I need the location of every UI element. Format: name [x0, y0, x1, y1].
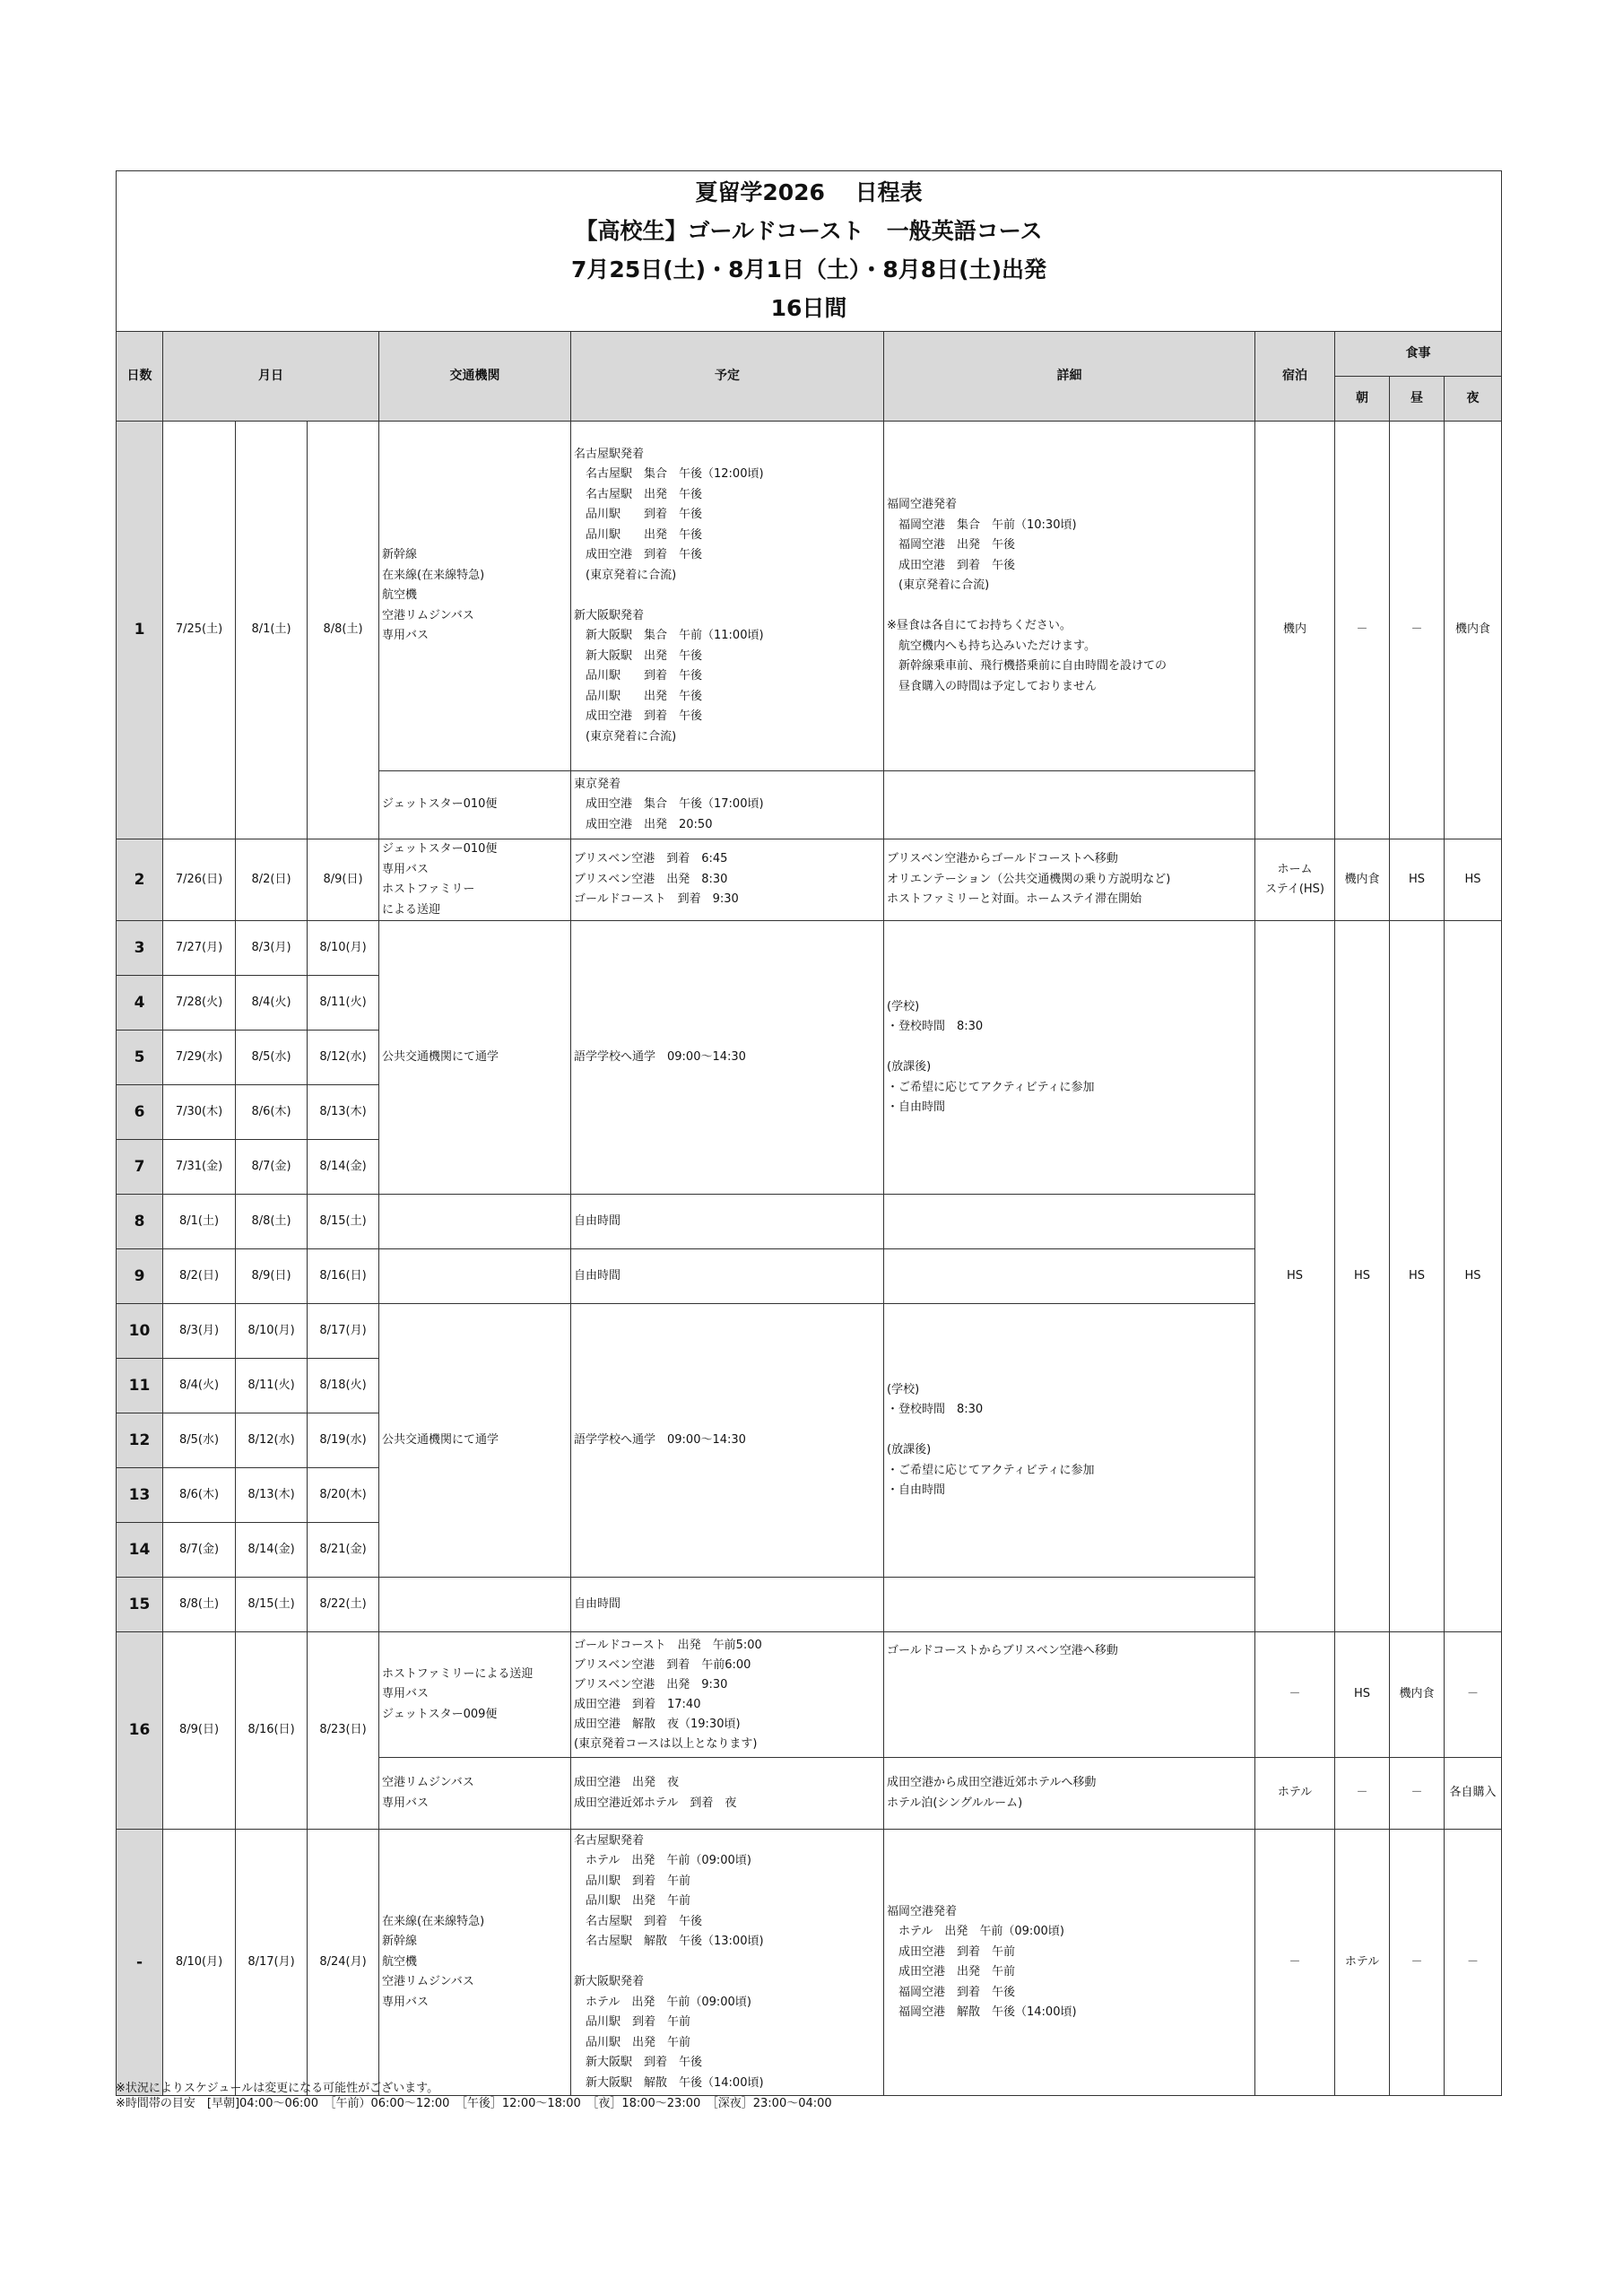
- date-cell: 7/29(水): [163, 1031, 236, 1085]
- date-cell: 8/12(水): [308, 1031, 379, 1085]
- date-cell: 8/17(月): [236, 1830, 308, 2096]
- plan-cell: ブリスベン空港 到着 6:45 ブリスベン空港 出発 8:30 ゴールドコースト 到着 9:30: [571, 839, 884, 921]
- date-cell: 8/16(日): [308, 1249, 379, 1304]
- day-number: 8: [117, 1195, 163, 1249]
- detail-cell: (学校) ・登校時間 8:30 (放課後) ・ご希望に応じてアクティビティに参加 ・自由時間: [884, 921, 1255, 1195]
- date-cell: 8/21(金): [308, 1523, 379, 1578]
- dinner-cell: －: [1445, 1632, 1502, 1758]
- date-cell: 8/4(火): [163, 1359, 236, 1413]
- date-cell: 8/14(金): [308, 1140, 379, 1195]
- table-row: [117, 422, 1502, 771]
- date-cell: 8/10(月): [308, 921, 379, 976]
- date-cell: 8/20(木): [308, 1468, 379, 1523]
- detail-cell: 福岡空港発着 ホテル 出発 午前（09:00頃) 成田空港 到着 午前 成田空港 出発 午前 福岡空港 到着 午後 福岡空港 解散 午後（14:00頃): [884, 1830, 1255, 2096]
- date-cell: 8/15(土): [308, 1195, 379, 1249]
- detail-cell: (学校) ・登校時間 8:30 (放課後) ・ご希望に応じてアクティビティに参加 ・自由時間: [884, 1304, 1255, 1578]
- transport-cell: ジェットスター010便 専用バス ホストファミリー による送迎: [379, 839, 571, 921]
- day-number: 1: [117, 422, 163, 839]
- transport-cell: 公共交通機関にて通学: [379, 921, 571, 1195]
- date-cell: 8/8(土): [236, 1195, 308, 1249]
- date-cell: 7/26(日): [163, 839, 236, 921]
- dinner-cell: HS: [1445, 921, 1502, 1632]
- header-lunch: 昼: [1390, 377, 1445, 422]
- plan-cell: 名古屋駅発着 名古屋駅 集合 午後（12:00頃) 名古屋駅 出発 午後 品川駅 到着 午後 品川駅 出発 午後 成田空港 到着 午後 (東京発着に合流) 新大阪駅発着 新大阪駅 集合 午前（11:00頃) 新大阪駅 出発 午後 品川駅 到着 午後 品川駅 出発 午後 成田空港 到着 午後 (東京発着に合流): [571, 422, 884, 771]
- transport-cell: ジェットスター010便: [379, 771, 571, 839]
- day-number: 16: [117, 1632, 163, 1830]
- title-line-4: 16日間: [770, 295, 847, 321]
- stay-cell: －: [1255, 1830, 1335, 2096]
- dinner-cell: 各自購入: [1445, 1758, 1502, 1830]
- schedule-table: [116, 170, 1502, 2096]
- transport-cell: 新幹線 在来線(在来線特急) 航空機 空港リムジンバス 専用バス: [379, 422, 571, 771]
- date-cell: 8/16(日): [236, 1632, 308, 1830]
- detail-cell: [884, 1195, 1255, 1249]
- date-cell: 8/10(月): [236, 1304, 308, 1359]
- day-number: 4: [117, 976, 163, 1031]
- date-cell: 8/22(土): [308, 1578, 379, 1632]
- date-cell: 7/30(木): [163, 1085, 236, 1140]
- day-number: 11: [117, 1359, 163, 1413]
- day-number: 6: [117, 1085, 163, 1140]
- stay-cell: HS: [1255, 921, 1335, 1632]
- date-cell: 8/11(火): [308, 976, 379, 1031]
- day-number: 3: [117, 921, 163, 976]
- lunch-cell: －: [1390, 1758, 1445, 1830]
- lunch-cell: HS: [1390, 921, 1445, 1632]
- day-number: 13: [117, 1468, 163, 1523]
- table-row: [117, 839, 1502, 921]
- lunch-cell: －: [1390, 1830, 1445, 2096]
- lunch-cell: HS: [1390, 839, 1445, 921]
- plan-cell: 自由時間: [571, 1249, 884, 1304]
- day-number: 7: [117, 1140, 163, 1195]
- plan-cell: 自由時間: [571, 1195, 884, 1249]
- day-number: 2: [117, 839, 163, 921]
- day-number: 14: [117, 1523, 163, 1578]
- date-cell: 8/6(木): [163, 1468, 236, 1523]
- title-line-1: 夏留学2026 日程表: [695, 179, 923, 205]
- lunch-cell: 機内食: [1390, 1632, 1445, 1758]
- plan-cell: ゴールドコースト 出発 午前5:00 ブリスベン空港 到着 午前6:00 ブリスベン空港 出発 9:30 成田空港 到着 17:40 成田空港 解散 夜（19:30頃) (東京発着コースは以上となります): [571, 1632, 884, 1758]
- header-date: 月日: [163, 332, 379, 422]
- date-7-25: 7/25(土): [163, 422, 236, 839]
- day-number: 12: [117, 1413, 163, 1468]
- date-cell: 7/31(金): [163, 1140, 236, 1195]
- date-cell: 8/11(火): [236, 1359, 308, 1413]
- plan-cell: 成田空港 出発 夜 成田空港近郊ホテル 到着 夜: [571, 1758, 884, 1830]
- plan-cell: 語学学校へ通学 09:00～14:30: [571, 921, 884, 1195]
- stay-cell: ホーム ステイ(HS): [1255, 839, 1335, 921]
- header-meals: 食事: [1335, 332, 1502, 377]
- transport-cell: 空港リムジンバス 専用バス: [379, 1758, 571, 1830]
- date-cell: 8/2(日): [236, 839, 308, 921]
- detail-cell: 成田空港から成田空港近郊ホテルへ移動 ホテル泊(シングルルーム): [884, 1758, 1255, 1830]
- date-cell: 8/7(金): [236, 1140, 308, 1195]
- date-cell: 8/5(水): [236, 1031, 308, 1085]
- stay-cell: 機内: [1255, 422, 1335, 839]
- date-8-8: 8/8(土): [308, 422, 379, 839]
- date-cell: 8/15(土): [236, 1578, 308, 1632]
- date-8-1: 8/1(土): [236, 422, 308, 839]
- date-cell: 8/9(日): [308, 839, 379, 921]
- date-cell: 8/14(金): [236, 1523, 308, 1578]
- breakfast-cell: HS: [1335, 1632, 1390, 1758]
- footnotes: [116, 2081, 832, 2111]
- header-plan: 予定: [571, 332, 884, 422]
- date-cell: 8/23(日): [308, 1632, 379, 1830]
- header-stay: 宿泊: [1255, 332, 1335, 422]
- dinner-cell: －: [1445, 1830, 1502, 2096]
- detail-cell: 福岡空港発着 福岡空港 集合 午前（10:30頃) 福岡空港 出発 午後 成田空港 到着 午後 (東京発着に合流) ※昼食は各自にてお持ちください。 航空機内へも持ち込みいただけます。 新幹線乗車前、飛行機搭乗前に自由時間を設けての 昼食購入の時間は予定しておりません: [884, 422, 1255, 771]
- day-number: 9: [117, 1249, 163, 1304]
- date-cell: 8/9(日): [236, 1249, 308, 1304]
- day-number: -: [117, 1830, 163, 2096]
- date-cell: 8/19(水): [308, 1413, 379, 1468]
- footnote-1: ※状況によりスケジュールは変更になる可能性がございます。: [116, 2082, 439, 2095]
- day-number: 15: [117, 1578, 163, 1632]
- footnote-2: ※時間帯の目安 [早朝]04:00～06:00 ［午前）06:00～12:00 ［午後］12:00～18:00 ［夜］18:00～23:00 ［深夜］23:00～04:00: [116, 2097, 832, 2110]
- plan-cell: 東京発着 成田空港 集合 午後（17:00頃) 成田空港 出発 20:50: [571, 771, 884, 839]
- transport-cell: 公共交通機関にて通学: [379, 1304, 571, 1578]
- breakfast-cell: ホテル: [1335, 1830, 1390, 2096]
- transport-cell: [379, 1195, 571, 1249]
- date-cell: 8/13(木): [308, 1085, 379, 1140]
- header-transport: 交通機関: [379, 332, 571, 422]
- table-row: [117, 1632, 1502, 1758]
- header-dinner: 夜: [1445, 377, 1502, 422]
- title-line-3: 7月25日(土)・8月1日（土）・8月8日(土)出発: [571, 257, 1047, 283]
- date-cell: 8/4(火): [236, 976, 308, 1031]
- detail-cell: [884, 771, 1255, 839]
- date-cell: 8/3(月): [236, 921, 308, 976]
- stay-cell: －: [1255, 1632, 1335, 1758]
- table-row: [117, 921, 1502, 976]
- detail-cell: ゴールドコーストからブリスベン空港へ移動: [884, 1632, 1255, 1758]
- lunch-cell: －: [1390, 422, 1445, 839]
- date-cell: 8/12(水): [236, 1413, 308, 1468]
- header-day: 日数: [117, 332, 163, 422]
- header-detail: 詳細: [884, 332, 1255, 422]
- dinner-cell: HS: [1445, 839, 1502, 921]
- detail-cell: [884, 1578, 1255, 1632]
- stay-cell: ホテル: [1255, 1758, 1335, 1830]
- date-cell: 8/1(土): [163, 1195, 236, 1249]
- breakfast-cell: －: [1335, 1758, 1390, 1830]
- date-cell: 8/9(日): [163, 1632, 236, 1830]
- plan-cell: 自由時間: [571, 1578, 884, 1632]
- table-row: [117, 1830, 1502, 2096]
- document-title: [117, 171, 1502, 332]
- detail-cell: ブリスベン空港からゴールドコーストへ移動 オリエンテーション（公共交通機関の乗り方説明など) ホストファミリーと対面。ホームステイ滞在開始: [884, 839, 1255, 921]
- date-cell: 8/7(金): [163, 1523, 236, 1578]
- plan-cell: 語学学校へ通学 09:00～14:30: [571, 1304, 884, 1578]
- breakfast-cell: －: [1335, 422, 1390, 839]
- date-cell: 8/10(月): [163, 1830, 236, 2096]
- detail-cell: [884, 1249, 1255, 1304]
- date-cell: 8/6(木): [236, 1085, 308, 1140]
- title-line-2: 【高校生】ゴールドコースト 一般英語コース: [575, 218, 1043, 244]
- date-cell: 8/2(日): [163, 1249, 236, 1304]
- date-cell: 8/18(火): [308, 1359, 379, 1413]
- date-cell: 8/5(水): [163, 1413, 236, 1468]
- dinner-cell: 機内食: [1445, 422, 1502, 839]
- date-cell: 8/17(月): [308, 1304, 379, 1359]
- transport-cell: 在来線(在来線特急) 新幹線 航空機 空港リムジンバス 専用バス: [379, 1830, 571, 2096]
- day-number: 10: [117, 1304, 163, 1359]
- date-cell: 8/24(月): [308, 1830, 379, 2096]
- date-cell: 8/3(月): [163, 1304, 236, 1359]
- date-cell: 7/28(火): [163, 976, 236, 1031]
- date-cell: 7/27(月): [163, 921, 236, 976]
- schedule-wrapper: [116, 170, 1501, 2096]
- plan-cell: 名古屋駅発着 ホテル 出発 午前（09:00頃) 品川駅 到着 午前 品川駅 出発 午前 名古屋駅 到着 午後 名古屋駅 解散 午後（13:00頃) 新大阪駅発着 ホテル 出発 午前（09:00頃) 品川駅 到着 午前 品川駅 出発 午前 新大阪駅 到着 午後 新大阪駅 解散 午後（14:00頃): [571, 1830, 884, 2096]
- date-cell: 8/8(土): [163, 1578, 236, 1632]
- day-number: 5: [117, 1031, 163, 1085]
- date-cell: 8/13(木): [236, 1468, 308, 1523]
- header-breakfast: 朝: [1335, 377, 1390, 422]
- breakfast-cell: HS: [1335, 921, 1390, 1632]
- transport-cell: [379, 1578, 571, 1632]
- breakfast-cell: 機内食: [1335, 839, 1390, 921]
- transport-cell: ホストファミリーによる送迎 専用バス ジェットスター009便: [379, 1632, 571, 1758]
- transport-cell: [379, 1249, 571, 1304]
